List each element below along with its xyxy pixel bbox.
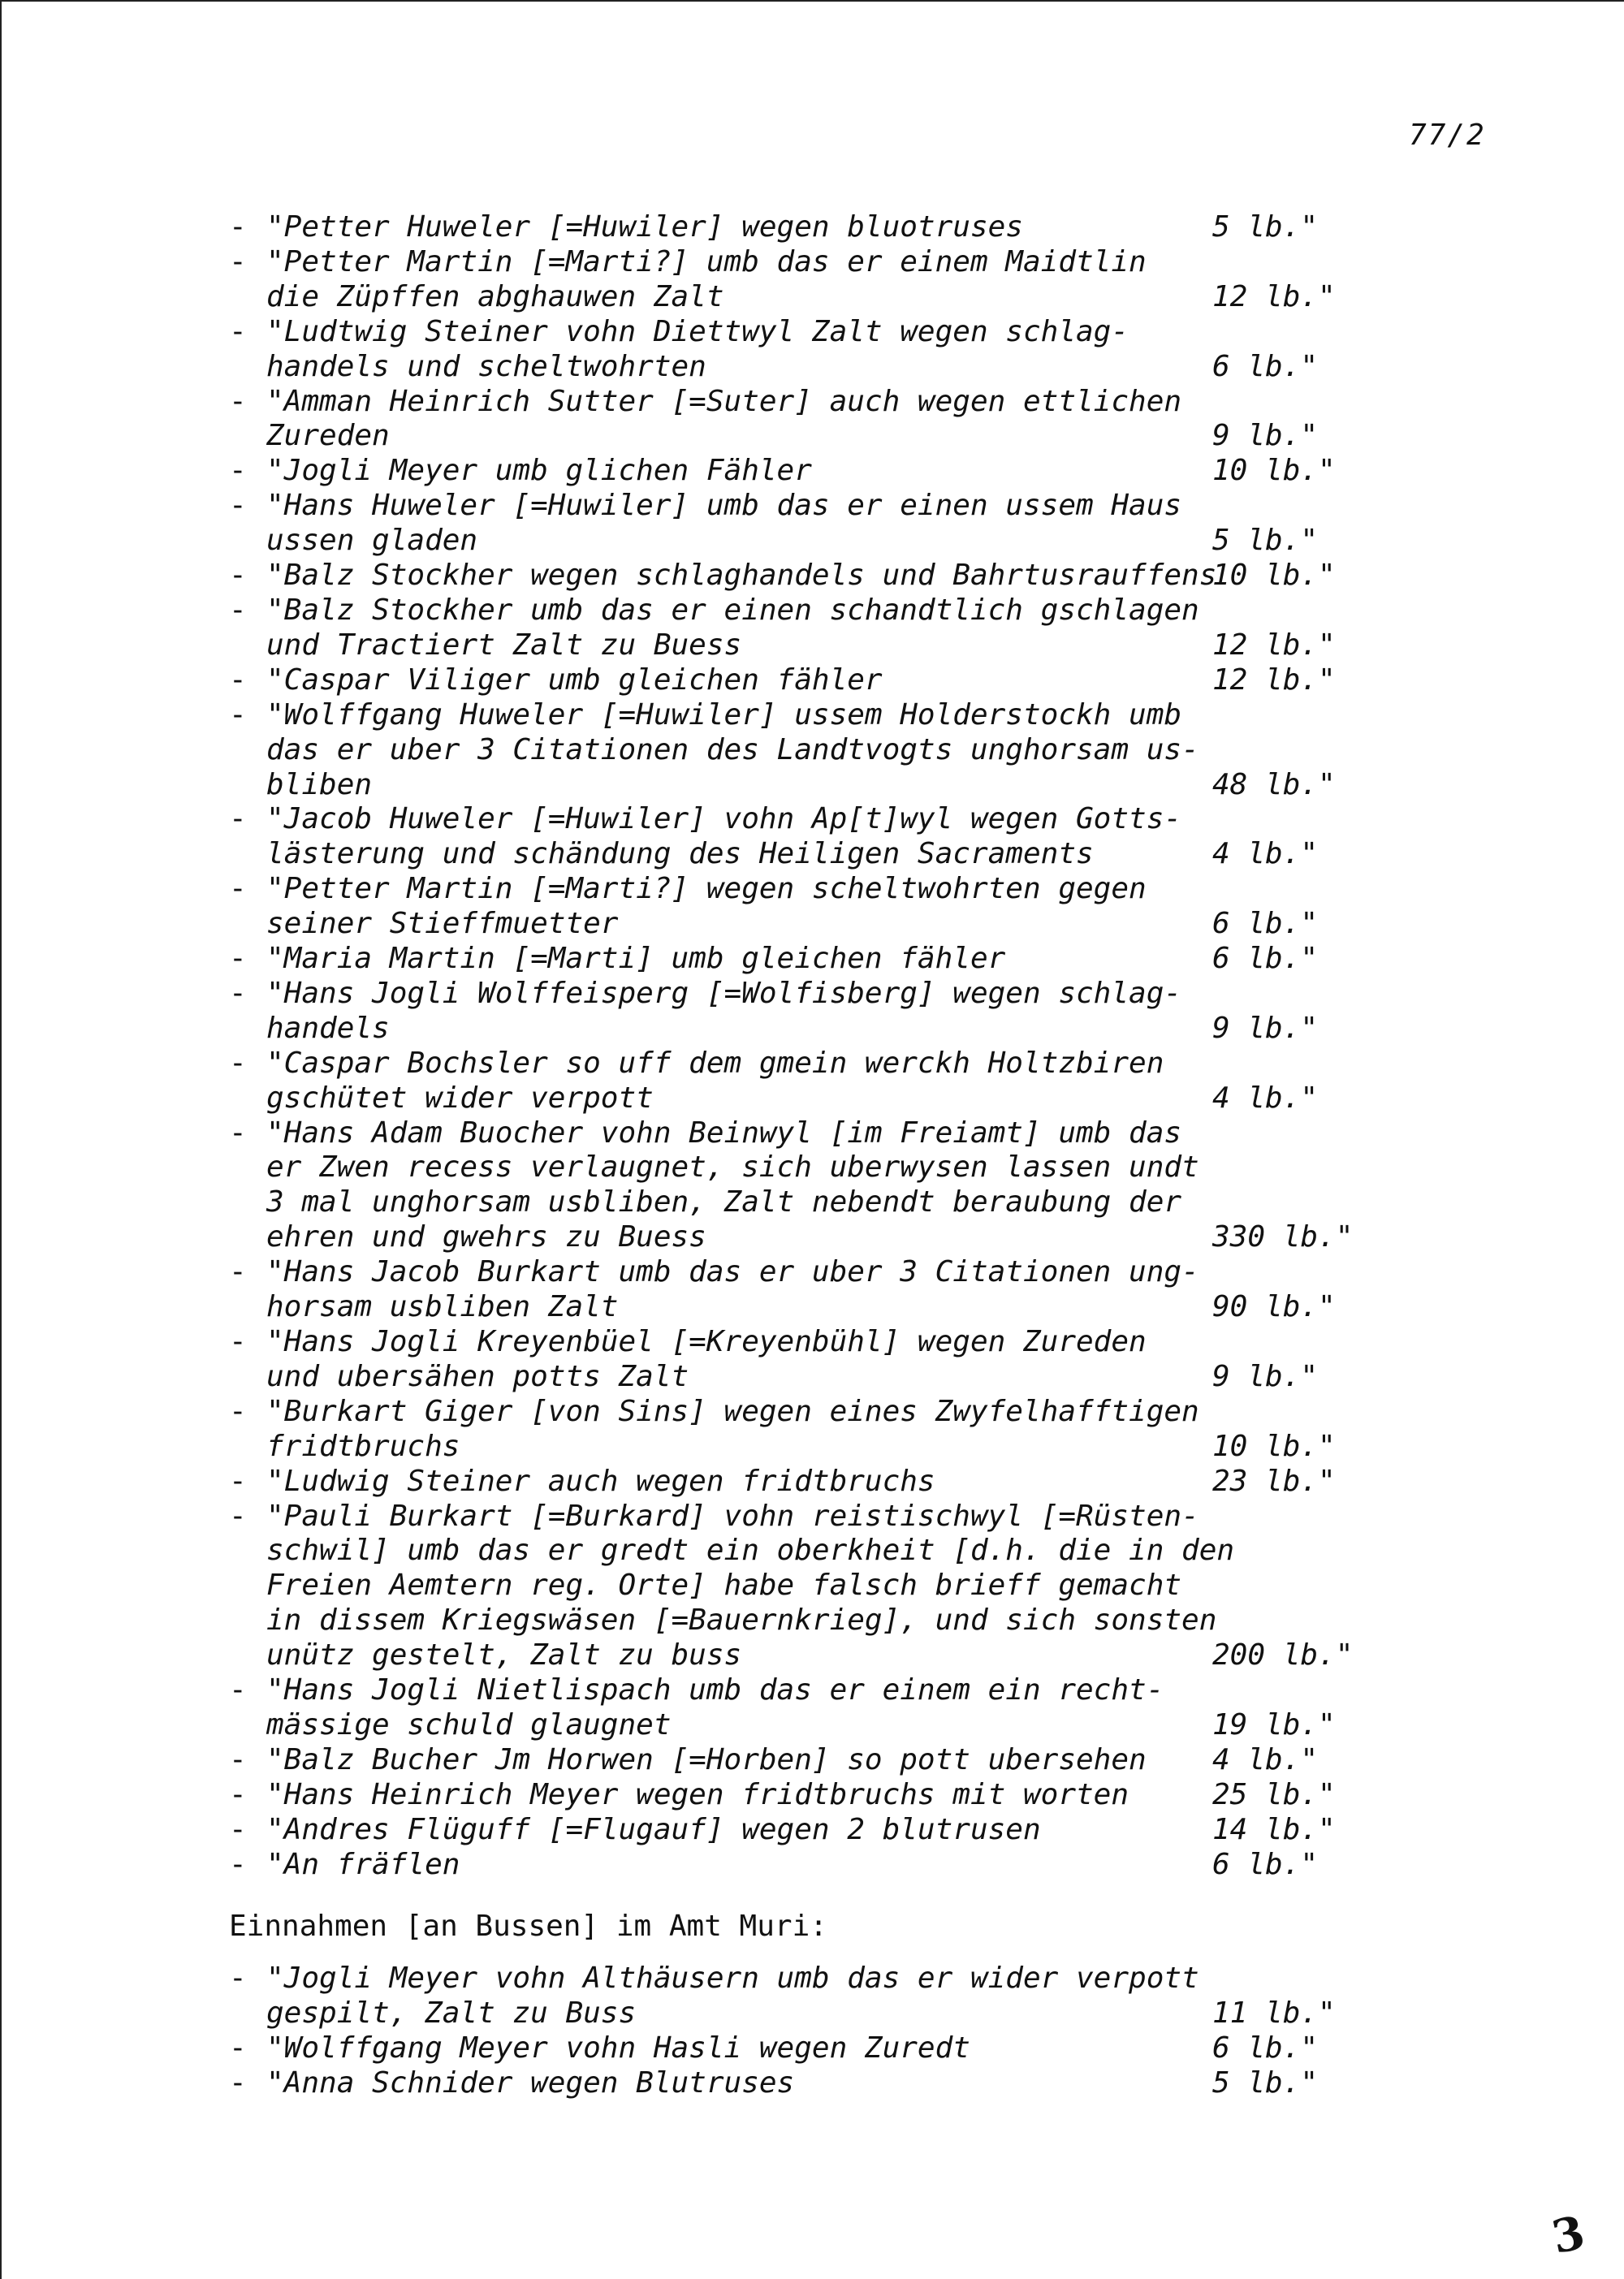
fine-amount: 48 lb." xyxy=(1212,767,1336,801)
fine-entry xyxy=(229,1778,1374,1813)
fine-amount: 10 lb." xyxy=(1212,559,1336,593)
fine-entry-line xyxy=(266,385,1374,420)
fine-amount: 11 lb." xyxy=(1212,1996,1336,2030)
fine-amount: 90 lb." xyxy=(1212,1290,1336,1324)
fine-amount: 6 lb." xyxy=(1212,349,1319,383)
fine-amount: 6 lb." xyxy=(1212,907,1319,941)
fine-entry-text: die Züpffen abghauwen Zalt xyxy=(266,279,724,313)
fine-entry-text: "Hans Jogli Nietlispach umb das er einem ein recht- xyxy=(266,1673,1164,1707)
fine-entry xyxy=(229,942,1374,977)
fine-entry xyxy=(229,593,1374,663)
fine-entry-body xyxy=(266,210,1374,245)
fine-entry-line xyxy=(266,559,1374,593)
fine-entry-line xyxy=(266,698,1374,733)
fine-entry-text: gschütet wider verpott xyxy=(266,1081,654,1115)
fine-entry-line xyxy=(266,1012,1374,1047)
list-dash: - xyxy=(229,2065,247,2100)
fine-entry xyxy=(229,1255,1374,1325)
fine-entry-text: "Hans Jogli Wolffeisperg [=Wolfisberg] wegen schlag- xyxy=(266,976,1182,1010)
fine-entry-line xyxy=(266,1255,1374,1290)
fine-entry-text: "Jogli Meyer umb glichen Fähler xyxy=(266,454,812,488)
fine-amount: 200 lb." xyxy=(1212,1638,1354,1673)
fine-entry-line xyxy=(266,1360,1374,1395)
list-dash: - xyxy=(229,1255,247,1289)
fine-entry-line xyxy=(266,1116,1374,1151)
fine-entry xyxy=(229,1962,1374,2031)
fine-entry-text: handels xyxy=(266,1011,390,1045)
list-dash: - xyxy=(229,1116,247,1150)
fine-entry-line xyxy=(266,1743,1374,1778)
fine-entry xyxy=(229,1500,1374,1674)
list-dash: - xyxy=(229,454,247,488)
fine-entry-text: 3 mal unghorsam usbliben, Zalt nebendt beraubung der xyxy=(266,1185,1182,1219)
fine-entry-line xyxy=(266,1150,1374,1185)
fine-entry-text: "Balz Stockher umb das er einen schandtlich gschlagen xyxy=(266,593,1199,627)
fine-entry-body xyxy=(266,1962,1374,2031)
fine-entry-line xyxy=(266,1638,1374,1673)
fine-amount: 4 lb." xyxy=(1212,1081,1319,1115)
fine-entry-body xyxy=(266,1778,1374,1813)
fine-entry-line xyxy=(266,1569,1374,1604)
list-dash: - xyxy=(229,1742,247,1776)
fine-entry-line xyxy=(266,1220,1374,1255)
fine-entry-line xyxy=(266,1395,1374,1430)
fine-entry xyxy=(229,1673,1374,1743)
fine-entry-line xyxy=(266,1325,1374,1360)
list-dash: - xyxy=(229,314,247,348)
fine-entry xyxy=(229,1325,1374,1395)
list-dash: - xyxy=(229,489,247,523)
fine-entry-line xyxy=(266,593,1374,628)
fine-entry-line xyxy=(266,1848,1374,1883)
list-dash: - xyxy=(229,1962,247,1995)
fine-entry-line xyxy=(266,1465,1374,1500)
fine-amount: 9 lb." xyxy=(1212,419,1319,453)
fine-entry-body xyxy=(266,385,1374,455)
fine-entry-text: "Anna Schnider wegen Blutruses xyxy=(266,2065,795,2100)
fine-entry xyxy=(229,977,1374,1047)
list-dash: - xyxy=(229,1464,247,1498)
fine-entry-line xyxy=(266,1813,1374,1848)
fine-entry-line xyxy=(266,802,1374,837)
fine-entry-text: "Hans Adam Buocher vohn Beinwyl [im Freiamt] umb das xyxy=(266,1116,1182,1150)
fine-entry xyxy=(229,559,1374,593)
fine-entry xyxy=(229,315,1374,385)
fine-entry-text: handels und scheltwohrten xyxy=(266,349,706,383)
fine-entry-text: "Jogli Meyer vohn Althäusern umb das er wider verpott xyxy=(266,1962,1199,1995)
fine-entry-line xyxy=(266,315,1374,350)
fine-entry xyxy=(229,1813,1374,1848)
page-number: 77/2 xyxy=(1409,119,1486,152)
list-dash: - xyxy=(229,802,247,836)
fine-entry-body xyxy=(266,315,1374,385)
fine-entry-body xyxy=(266,1500,1374,1674)
list-dash: - xyxy=(229,593,247,627)
fine-entry-text: Zureden xyxy=(266,419,390,453)
fine-entry-text: er Zwen recess verlaugnet, sich uberwysen lassen undt xyxy=(266,1150,1199,1185)
fine-entry-line xyxy=(266,1500,1374,1534)
fine-entry xyxy=(229,1743,1374,1778)
fine-amount: 10 lb." xyxy=(1212,1429,1336,1463)
fine-amount: 19 lb." xyxy=(1212,1707,1336,1742)
fine-entry-body xyxy=(266,1395,1374,1465)
fine-amount: 6 lb." xyxy=(1212,942,1319,976)
list-dash: - xyxy=(229,976,247,1010)
fine-entry-text: das er uber 3 Citationen des Landtvogts unghorsam us- xyxy=(266,732,1199,766)
fine-entry-line xyxy=(266,907,1374,942)
list-dash: - xyxy=(229,663,247,697)
fines-list xyxy=(229,210,1374,1883)
list-dash: - xyxy=(229,1847,247,1881)
fine-entry xyxy=(229,663,1374,698)
fine-entry-text: lästerung und schändung des Heiligen Sacraments xyxy=(266,837,1094,871)
list-dash: - xyxy=(229,210,247,244)
fine-entry-line xyxy=(266,1673,1374,1708)
fine-entry-text: Freien Aemtern reg. Orte] habe falsch brieff gemacht xyxy=(266,1569,1182,1603)
fine-entry-text: "Petter Huweler [=Huwiler] wegen bluotruses xyxy=(266,210,1023,244)
fine-entry-line xyxy=(266,1996,1374,2031)
fine-amount: 10 lb." xyxy=(1212,454,1336,488)
fine-entry-line xyxy=(266,350,1374,385)
list-dash: - xyxy=(229,1673,247,1707)
fine-entry-text: "Hans Heinrich Meyer wegen fridtbruchs mit worten xyxy=(266,1777,1129,1811)
list-dash: - xyxy=(229,1394,247,1428)
fine-entry-line xyxy=(266,1185,1374,1220)
fine-entry-body xyxy=(266,1673,1374,1743)
fine-entry-text: fridtbruchs xyxy=(266,1429,460,1463)
fine-entry xyxy=(229,1395,1374,1465)
fine-entry xyxy=(229,872,1374,942)
fine-amount: 5 lb." xyxy=(1212,524,1319,558)
fine-entry-text: "Balz Stockher wegen schlaghandels und Bahrtusrauffens xyxy=(266,559,1217,593)
fine-entry-text: "Wolffgang Huweler [=Huwiler] ussem Holderstockh umb xyxy=(266,697,1182,732)
list-dash: - xyxy=(229,244,247,278)
fine-entry-text: und ubersähen potts Zalt xyxy=(266,1359,689,1393)
fine-entry-body xyxy=(266,1325,1374,1395)
fine-entry xyxy=(229,1116,1374,1256)
fine-entry-body xyxy=(266,942,1374,977)
fine-entry-text: "Hans Huweler [=Huwiler] umb das er einen ussem Haus xyxy=(266,489,1182,523)
fine-entry xyxy=(229,1848,1374,1883)
fine-entry-body xyxy=(266,802,1374,872)
fine-entry-line xyxy=(266,733,1374,768)
fine-entry-text: "Caspar Bochsler so uff dem gmein werckh Holtzbiren xyxy=(266,1046,1164,1080)
fine-amount: 14 lb." xyxy=(1212,1812,1336,1846)
fine-entry-line xyxy=(266,1534,1374,1569)
fine-entry-text: in dissem Kriegswäsen [=Bauernkrieg], und sich sonsten xyxy=(266,1604,1217,1638)
fine-entry-body xyxy=(266,2031,1374,2066)
fine-amount: 25 lb." xyxy=(1212,1777,1336,1811)
fine-amount: 4 lb." xyxy=(1212,1742,1319,1776)
fine-entry-text: "Andres Flüguff [=Flugauf] wegen 2 blutrusen xyxy=(266,1812,1041,1846)
fine-entry-line xyxy=(266,977,1374,1012)
fine-entry-line xyxy=(266,1081,1374,1116)
fine-entry-line xyxy=(266,663,1374,698)
list-dash: - xyxy=(229,1046,247,1080)
fine-entry-body xyxy=(266,245,1374,315)
fine-entry-body xyxy=(266,2066,1374,2101)
fine-entry-text: "An fräflen xyxy=(266,1847,460,1881)
fine-entry-body xyxy=(266,663,1374,698)
fine-entry xyxy=(229,1465,1374,1500)
fine-entry-text: "Ludwig Steiner auch wegen fridtbruchs xyxy=(266,1464,935,1498)
fine-entry-text: "Ludtwig Steiner vohn Diettwyl Zalt wegen schlag- xyxy=(266,314,1129,348)
fine-entry-body xyxy=(266,1848,1374,1883)
fine-amount: 6 lb." xyxy=(1212,1847,1319,1881)
fine-entry-line xyxy=(266,2066,1374,2101)
fine-entry-body xyxy=(266,872,1374,942)
fine-entry-line xyxy=(266,489,1374,524)
handwritten-page-mark: 3 xyxy=(1547,2205,1590,2265)
fine-amount: 12 lb." xyxy=(1212,663,1336,697)
fine-entry xyxy=(229,802,1374,872)
fine-entry-text: "Petter Martin [=Marti?] wegen scheltwohrten gegen xyxy=(266,872,1147,906)
fine-entry-body xyxy=(266,1047,1374,1116)
fine-entry-text: "Maria Martin [=Marti] umb gleichen fähler xyxy=(266,942,1006,976)
fine-entry xyxy=(229,385,1374,455)
fine-entry-body xyxy=(266,593,1374,663)
fine-entry-body xyxy=(266,489,1374,559)
list-dash: - xyxy=(229,872,247,906)
list-dash: - xyxy=(229,942,247,976)
fine-entry-text: gespilt, Zalt zu Buss xyxy=(266,1996,637,2030)
fine-entry-text: bliben xyxy=(266,767,373,801)
fine-entry-body xyxy=(266,559,1374,593)
list-dash: - xyxy=(229,2031,247,2065)
fine-entry xyxy=(229,454,1374,489)
fine-entry-body xyxy=(266,1465,1374,1500)
fine-amount: 6 lb." xyxy=(1212,2031,1319,2065)
list-dash: - xyxy=(229,1325,247,1358)
list-dash: - xyxy=(229,1499,247,1533)
fine-entry-line xyxy=(266,245,1374,280)
list-dash: - xyxy=(229,384,247,418)
fine-entry-text: "Hans Jogli Kreyenbüel [=Kreyenbühl] wegen Zureden xyxy=(266,1325,1147,1358)
fine-entry-line xyxy=(266,872,1374,907)
fine-entry-line xyxy=(266,454,1374,489)
fine-entry-text: unütz gestelt, Zalt zu buss xyxy=(266,1638,742,1673)
fine-amount: 12 lb." xyxy=(1212,279,1336,313)
fine-entry xyxy=(229,210,1374,245)
fine-entry-body xyxy=(266,1813,1374,1848)
fine-entry-text: horsam usbliben Zalt xyxy=(266,1290,619,1324)
fine-entry-line xyxy=(266,837,1374,872)
fine-amount: 9 lb." xyxy=(1212,1359,1319,1393)
fine-entry-body xyxy=(266,1116,1374,1256)
fine-entry-text: schwil] umb das er gredt ein oberkheit [d.h. die in den xyxy=(266,1534,1235,1568)
fine-entry-line xyxy=(266,1047,1374,1081)
fine-entry-body xyxy=(266,698,1374,803)
fine-entry-text: "Pauli Burkart [=Burkard] vohn reistischwyl [=Rüsten- xyxy=(266,1499,1199,1533)
fine-entry-text: "Petter Martin [=Marti?] umb das er einem Maidtlin xyxy=(266,244,1147,278)
list-dash: - xyxy=(229,1777,247,1811)
fine-entry-text: "Wolffgang Meyer vohn Hasli wegen Zuredt xyxy=(266,2031,970,2065)
fine-entry-line xyxy=(266,210,1374,245)
fine-entry-text: mässige schuld glaugnet xyxy=(266,1707,672,1742)
fine-entry-line xyxy=(266,1604,1374,1638)
fine-amount: 330 lb." xyxy=(1212,1220,1354,1254)
fine-entry-text: ehren und gwehrs zu Buess xyxy=(266,1220,706,1254)
fine-entry-line xyxy=(266,1430,1374,1465)
fine-entry-text: "Balz Bucher Jm Horwen [=Horben] so pott ubersehen xyxy=(266,1742,1147,1776)
fine-entry-line xyxy=(266,628,1374,663)
fine-entry xyxy=(229,2031,1374,2066)
fine-amount: 5 lb." xyxy=(1212,2065,1319,2100)
list-dash: - xyxy=(229,559,247,593)
fine-entry-text: "Jacob Huweler [=Huwiler] vohn Ap[t]wyl wegen Gotts- xyxy=(266,802,1182,836)
fine-entry-body xyxy=(266,977,1374,1047)
fine-amount: 4 lb." xyxy=(1212,837,1319,871)
fine-entry-line xyxy=(266,1962,1374,1996)
fine-entry-line xyxy=(266,1290,1374,1325)
list-dash: - xyxy=(229,697,247,732)
fine-entry-body xyxy=(266,1255,1374,1325)
fine-entry-line xyxy=(266,280,1374,315)
fine-entry-text: "Amman Heinrich Sutter [=Suter] auch wegen ettlichen xyxy=(266,384,1182,418)
fine-amount: 5 lb." xyxy=(1212,210,1319,244)
fine-entry-line xyxy=(266,524,1374,559)
fine-amount: 12 lb." xyxy=(1212,628,1336,662)
muri-fines-list xyxy=(229,1962,1374,2101)
fine-entry-text: und Tractiert Zalt zu Buess xyxy=(266,628,742,662)
fine-entry-body xyxy=(266,1743,1374,1778)
fine-entry xyxy=(229,489,1374,559)
fine-amount: 9 lb." xyxy=(1212,1011,1319,1045)
fine-entry-body xyxy=(266,454,1374,489)
fine-entry-text: "Caspar Viliger umb gleichen fähler xyxy=(266,663,883,697)
fine-entry-text: ussen gladen xyxy=(266,524,478,558)
fine-entry xyxy=(229,245,1374,315)
fine-entry xyxy=(229,2066,1374,2101)
fine-entry-text: "Hans Jacob Burkart umb das er uber 3 Citationen ung- xyxy=(266,1255,1199,1289)
fine-entry-line xyxy=(266,1778,1374,1813)
fine-entry-line xyxy=(266,942,1374,977)
fine-entry-line xyxy=(266,1708,1374,1743)
fine-entry-text: seiner Stieffmuetter xyxy=(266,907,619,941)
fine-entry xyxy=(229,698,1374,803)
fine-entry xyxy=(229,1047,1374,1116)
fine-entry-line xyxy=(266,419,1374,454)
fine-entry-line xyxy=(266,2031,1374,2066)
fine-entry-line xyxy=(266,768,1374,803)
fine-amount: 23 lb." xyxy=(1212,1464,1336,1498)
section-heading-amt-muri: Einnahmen [an Bussen] im Amt Muri: xyxy=(229,1910,827,1943)
fine-entry-text: "Burkart Giger [von Sins] wegen eines Zwyfelhafftigen xyxy=(266,1394,1199,1428)
list-dash: - xyxy=(229,1812,247,1846)
